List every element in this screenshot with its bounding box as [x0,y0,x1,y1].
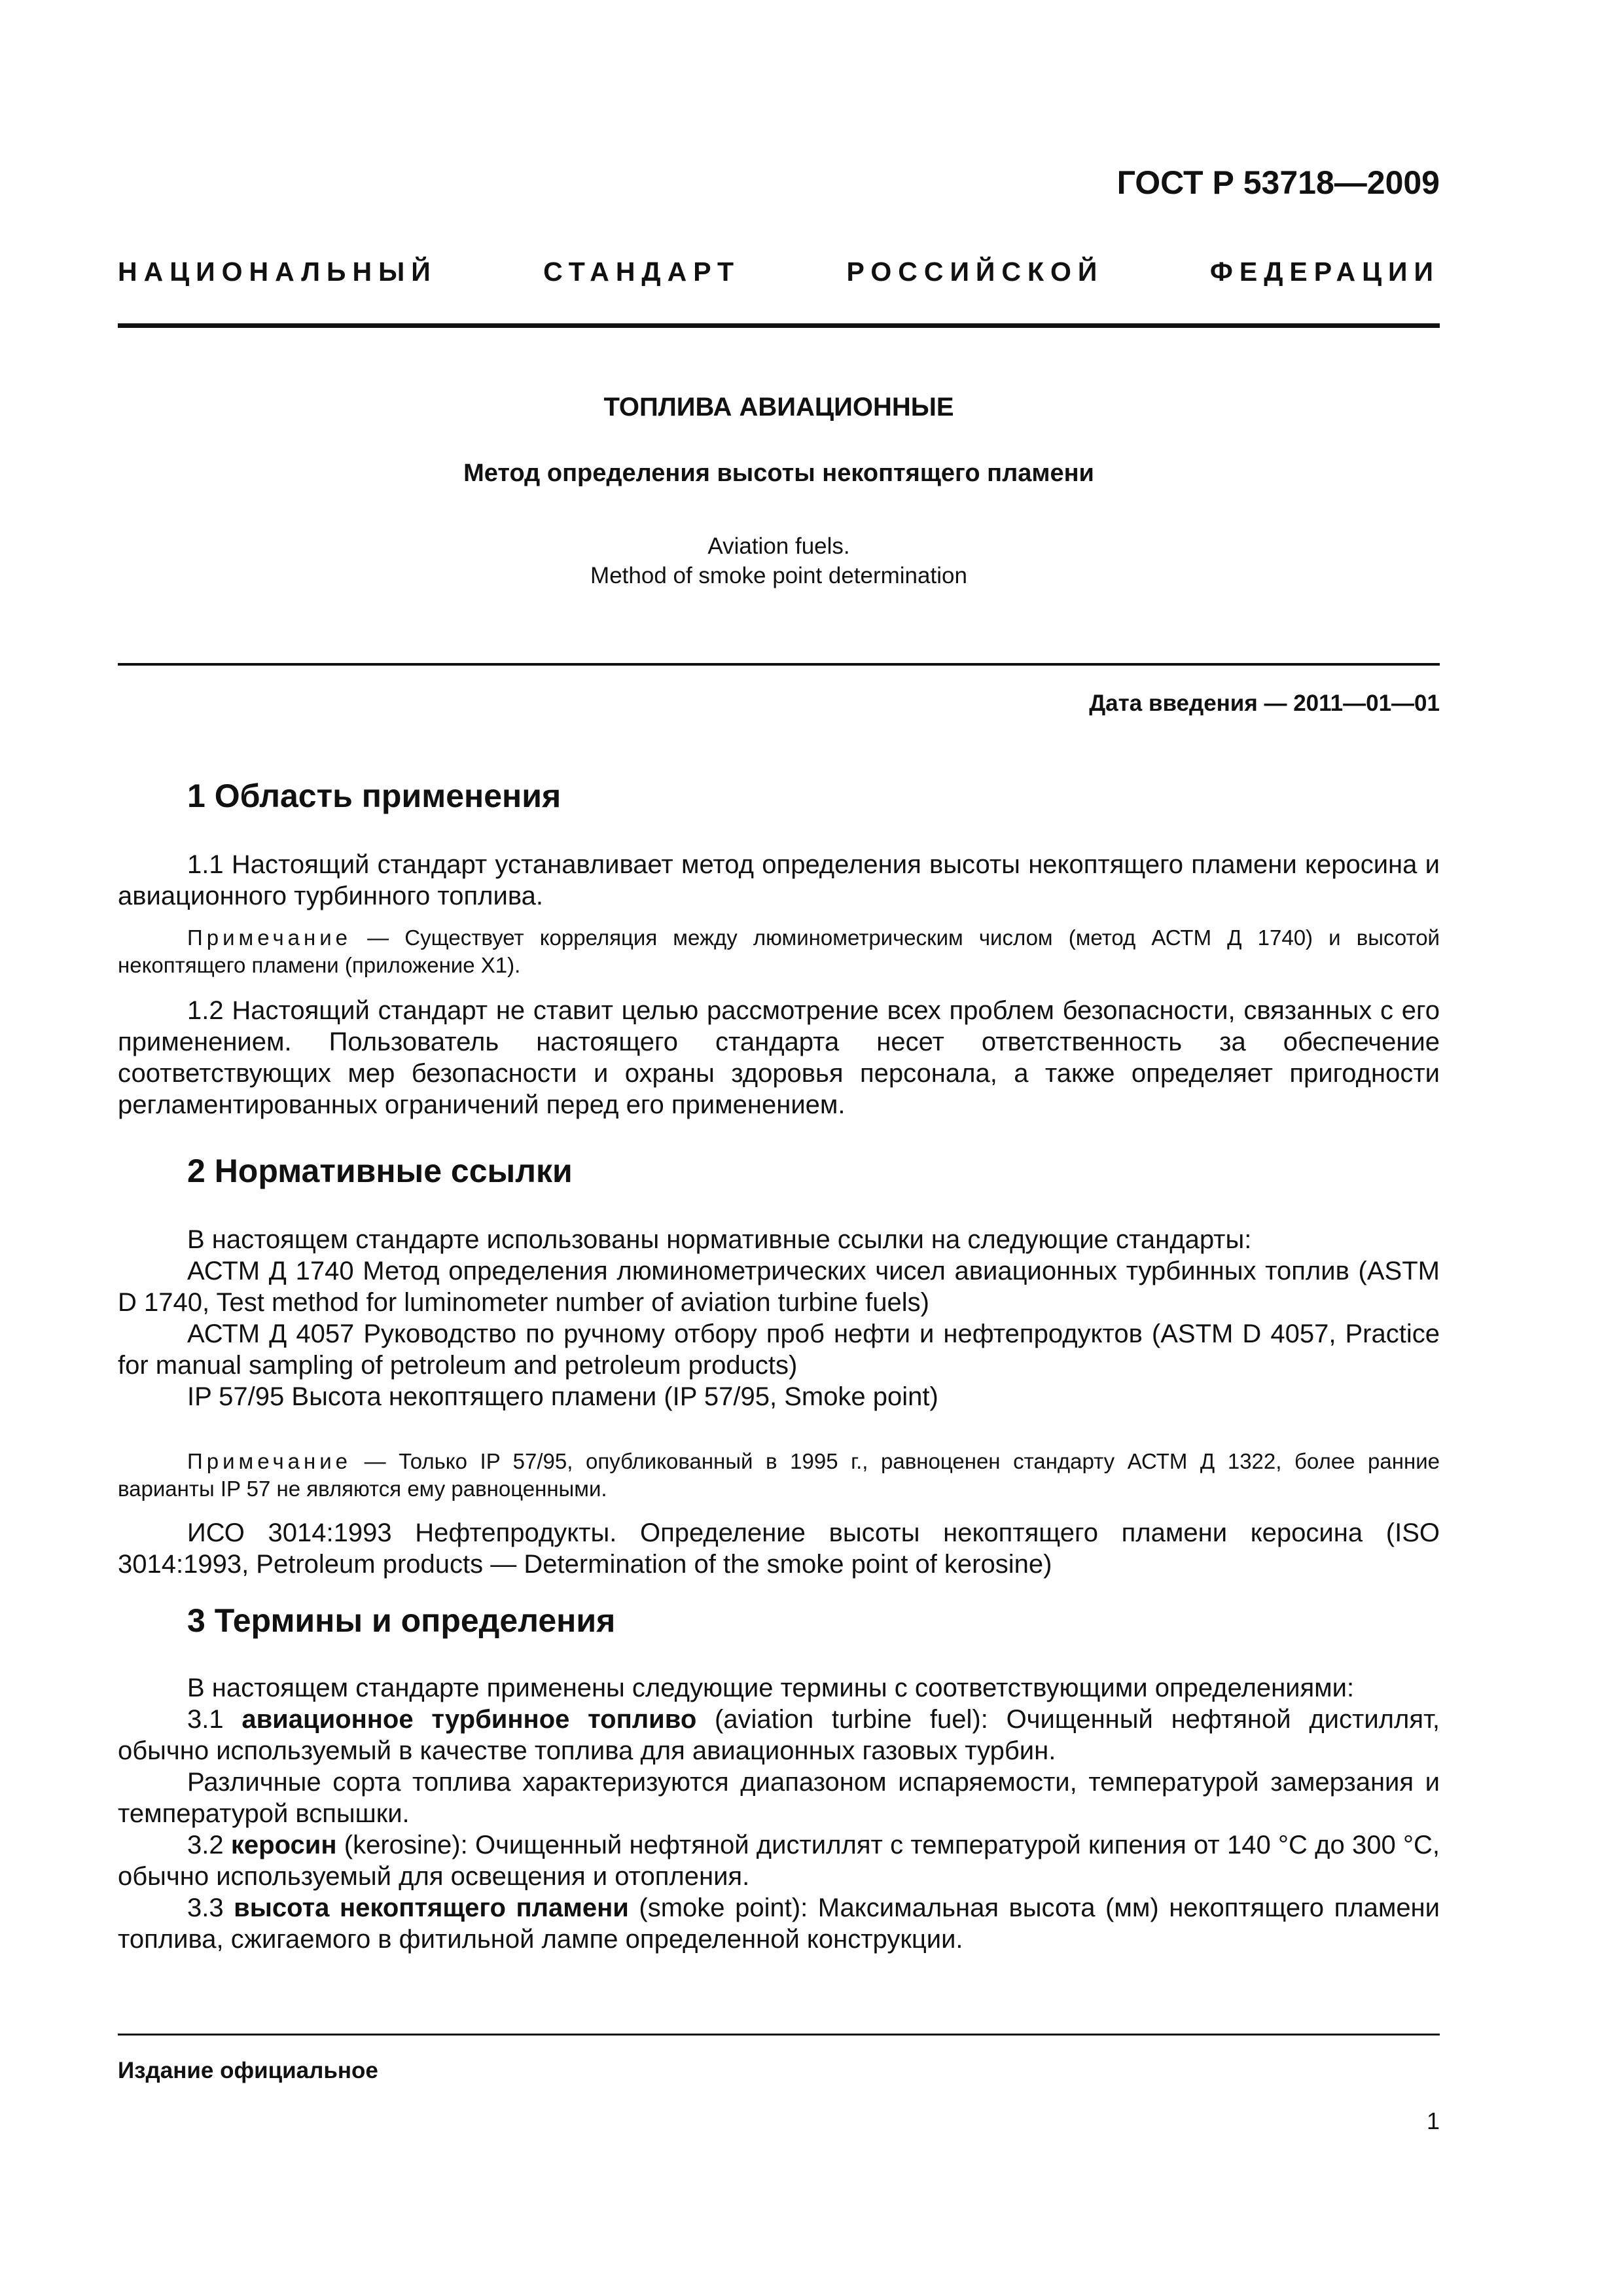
english-title-line-1: Aviation fuels. [707,533,850,559]
term-number: 3.2 [187,1831,231,1859]
term-3-1-extra: Различные сорта топлива характеризуются диапазоном испаряемости, температурой замерзания и температурой вспышки. [118,1768,1440,1828]
term-definition: (kerosine): Очищенный нефтяной дистиллят с температурой кипения от 140 °С до 300 °С, обычно используемый для освещения и отопления. [118,1831,1440,1891]
term-name: авиационное турбинное топливо [241,1705,697,1734]
standard-code: ГОСТ Р 53718—2009 [1116,164,1440,201]
official-edition-label: Издание официальное [118,2058,378,2083]
reference-iso-3014: ИСО 3014:1993 Нефтепродукты. Определение высоты некоптящего пламени керосина (ISO 3014:1993, Petroleum products — Determination of the smoke point of kerosine) [118,1518,1440,1579]
note-text: — Существует корреляция между люминометрическим числом (метод АСТМ Д 1740) и высотой некоптящего пламени (приложение Х1). [118,925,1440,977]
document-subtitle: Метод определения высоты некоптящего пламени [463,459,1094,487]
term-number: 3.1 [187,1705,242,1734]
english-title-line-2: Method of smoke point determination [590,563,967,588]
term-number: 3.3 [187,1893,234,1922]
english-title [118,531,1440,590]
term-definition: (smoke point): Максимальная высота (мм) некоптящего пламени топлива, сжигаемого в фитильной лампе определенной конструкции. [118,1893,1440,1954]
reference-astm-1740: АСТМ Д 1740 Метод определения люминометрических чисел авиационных турбинных топлив (ASTM D 1740, Test method for luminometer number of aviation turbine fuels) [118,1257,1440,1317]
header-rule [118,323,1440,328]
section-2-heading: 2 Нормативные ссылки [187,1153,573,1189]
title-rule [118,663,1440,666]
term-name: высота некоптящего пламени [234,1893,629,1922]
terms-intro: В настоящем стандарте применены следующие термины с соответствующими определениями: [187,1674,1355,1702]
national-standard-banner: НАЦИОНАЛЬНЫЙ СТАНДАРТ РОССИЙСКОЙ ФЕДЕРАЦИИ [118,257,1440,287]
note-1 [118,924,1440,979]
note-label: Примечание [187,925,352,950]
paragraph-1-2: 1.2 Настоящий стандарт не ставит целью рассмотрение всех проблем безопасности, связанных с его применением. Пользователь настоящего стандарта несет ответственность за обеспечение соответствующих мер безопасности и охраны здоровья персонала, а также определяет пригодности регламентированных ограничений перед его применением. [118,996,1440,1119]
term-3-3 [118,1892,1440,1955]
note-label: Примечание [187,1449,352,1473]
note-2 [118,1448,1440,1503]
paragraph-1-1: 1.1 Настоящий стандарт устанавливает метод определения высоты некоптящего пламени керосина и авиационного турбинного топлива. [118,850,1440,910]
term-name: керосин [230,1831,337,1859]
page-number: 1 [1426,2108,1440,2134]
introduction-date: Дата введения — 2011—01—01 [1089,691,1440,716]
section-1-heading: 1 Область применения [187,778,562,814]
document-title: ТОПЛИВА АВИАЦИОННЫЕ [603,393,954,422]
reference-astm-4057: АСТМ Д 4057 Руководство по ручному отбору проб нефти и нефтепродуктов (ASTM D 4057, Practice for manual sampling of petroleum and petroleum products) [118,1319,1440,1380]
term-3-1 [118,1704,1440,1767]
references-intro: В настоящем стандарте использованы нормативные ссылки на следующие стандарты: [187,1225,1252,1254]
section-3-heading: 3 Термины и определения [187,1602,616,1639]
term-definition: (aviation turbine fuel): Очищенный нефтяной дистиллят, обычно используемый в качестве топлива для авиационных газовых турбин. [118,1705,1440,1765]
footer-rule [118,2034,1440,2036]
reference-ip-57: IP 57/95 Высота некоптящего пламени (IP 57/95, Smoke point) [187,1382,938,1411]
note-text: — Только IP 57/95, опубликованный в 1995 г., равноценен стандарту АСТМ Д 1322, более ранние варианты IP 57 не являются ему равноценными. [118,1449,1440,1501]
term-3-2 [118,1829,1440,1892]
